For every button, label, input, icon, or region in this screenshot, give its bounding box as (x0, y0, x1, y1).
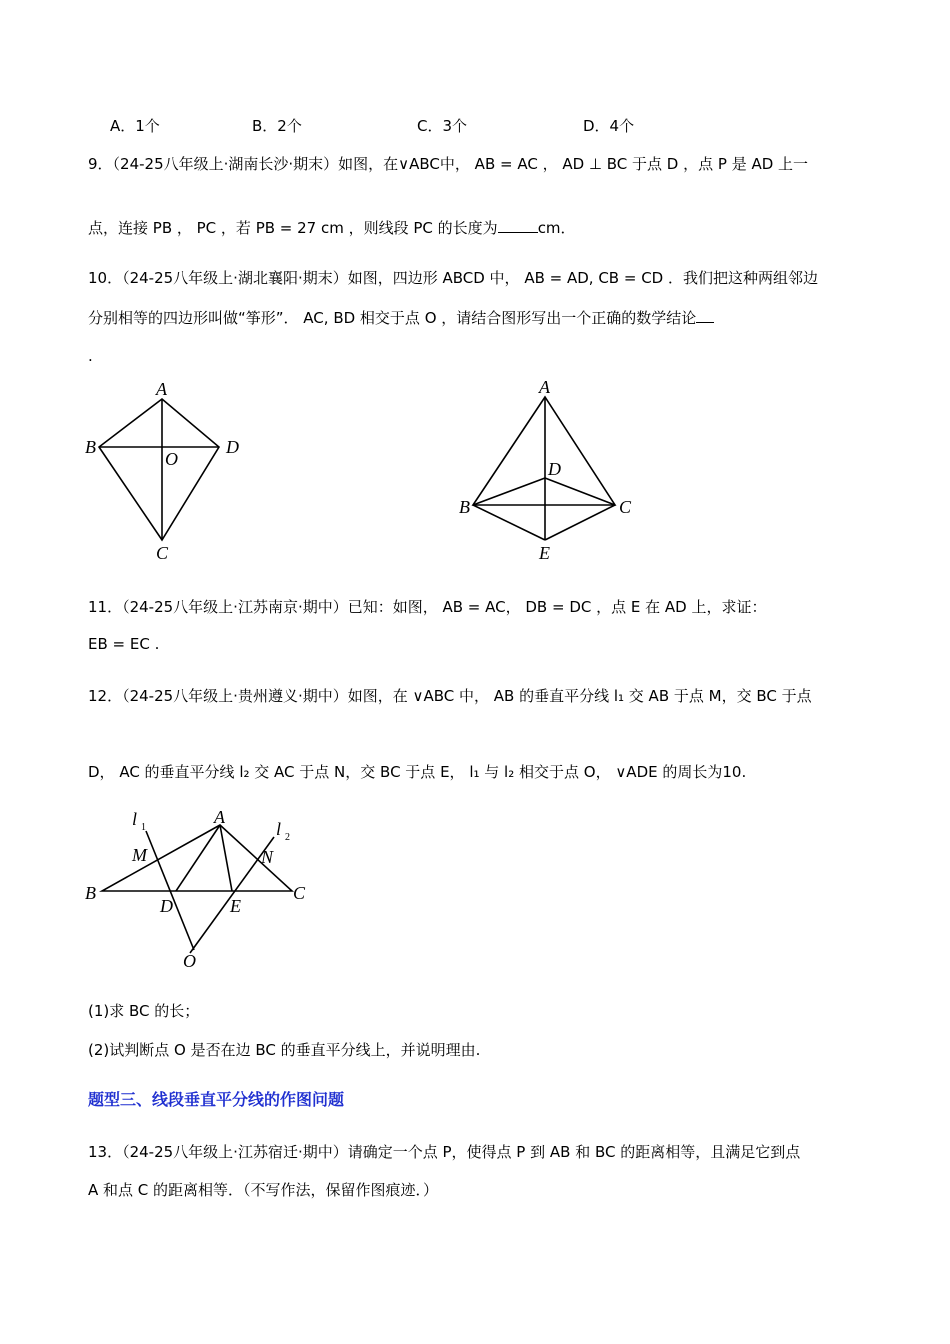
answer-blank (498, 218, 538, 233)
q12-line2: D， AC 的垂直平分线 l₂ 交 AC 于点 N，交 BC 于点 E， l₁ 与 l₂ 相交于点 O， ∨ADE 的周长为10. (88, 763, 747, 781)
perp-label-c: C (293, 883, 306, 903)
perp-label-b: B (85, 883, 96, 903)
perp-label-o: O (183, 951, 196, 971)
perp-label-e: E (230, 896, 241, 916)
perp-label-l1-sub: 1 (141, 822, 146, 833)
q12-sub2: (2)试判断点 O 是否在边 BC 的垂直平分线上，并说明理由. (88, 1041, 481, 1059)
q9-unit: cm． (537, 219, 576, 237)
perp-label-a: A (214, 807, 225, 827)
option-a: A．1个 (110, 117, 160, 135)
kite-label-a: A (156, 379, 167, 399)
q13-line1: 13．（24-25八年级上·江苏宿迁·期中）请确定一个点 P，使得点 P 到 AB 和 BC 的距离相等，且满足它到点 (88, 1143, 801, 1161)
tri-label-b: B (459, 497, 470, 517)
q10-line2-text: 分别相等的四边形叫做“筝形”． AC, BD 相交于点 O ，请结合图形写出一个正确的数学结论 (88, 309, 697, 327)
option-b: B．2个 (252, 117, 302, 135)
perp-label-n: N (261, 847, 274, 867)
answer-blank (696, 308, 714, 323)
kite-label-d: D (226, 437, 239, 457)
triangle-figure (455, 375, 645, 570)
q9-line2 (88, 218, 576, 238)
q13-line2: A 和点 C 的距离相等．（不写作法，保留作图痕迹．） (88, 1181, 439, 1199)
perp-label-m: M (132, 845, 147, 865)
q11-line2: EB = EC . (88, 635, 160, 653)
perp-label-d: D (160, 896, 173, 916)
q12-line1: 12．（24-25八年级上·贵州遵义·期中）如图，在 ∨ABC 中， AB 的垂直平分线 l₁ 交 AB 于点 M，交 BC 于点 (88, 687, 812, 705)
kite-label-b: B (85, 437, 96, 457)
kite-label-o: O (165, 449, 178, 469)
tri-label-c: C (619, 497, 632, 517)
perp-label-l2-sub: 2 (285, 832, 290, 843)
perp-label-l2: l (276, 819, 282, 839)
perp-bisector-figure (80, 805, 320, 975)
tri-label-e: E (539, 543, 550, 563)
option-c: C．3个 (417, 117, 468, 135)
perp-label-l1: l (132, 809, 138, 829)
q9-line1: 9．（24-25八年级上·湖南长沙·期末）如图，在∨ABC中， AB = AC ， AD ⊥ BC 于点 D ，点 P 是 AD 上一 (88, 155, 809, 173)
q10-line2 (88, 308, 714, 328)
tri-label-d: D (548, 459, 561, 479)
q12-sub1: (1)求 BC 的长； (88, 1002, 200, 1020)
section-title: 题型三、线段垂直平分线的作图问题 (88, 1090, 345, 1109)
kite-label-c: C (156, 543, 169, 563)
q10-line3: . (88, 347, 93, 365)
option-d: D．4个 (583, 117, 635, 135)
kite-figure (80, 375, 250, 570)
q10-line1: 10．（24-25八年级上·湖北襄阳·期末）如图，四边形 ABCD 中， AB = AD, CB = CD ．我们把这种两组邻边 (88, 269, 818, 287)
q11-line1: 11．（24-25八年级上·江苏南京·期中）已知：如图， AB = AC， DB = DC ，点 E 在 AD 上，求证： (88, 598, 767, 616)
tri-label-a: A (539, 377, 550, 397)
q9-line2-text: 点，连接 PB ， PC ，若 PB = 27 cm ，则线段 PC 的长度为 (88, 219, 498, 237)
